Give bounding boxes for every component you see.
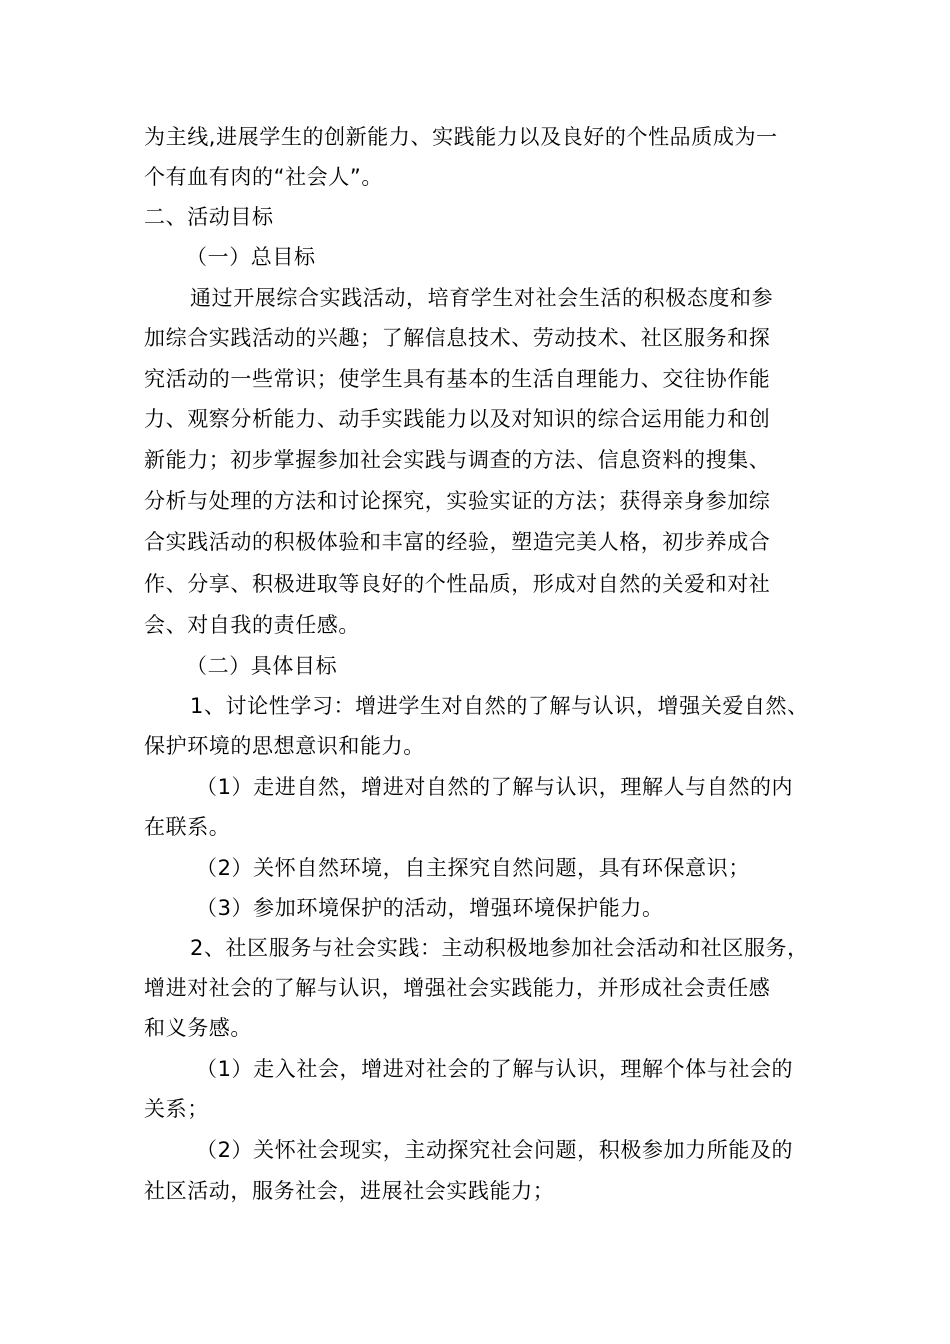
text-line: 在联系。 [144,815,231,839]
text-line: 合实践活动的积极体验和丰富的经验，塑造完美人格，初步养成合 [144,530,771,554]
text-line: 2、社区服务与社会实践：主动积极地参加社会活动和社区服务， [190,936,809,960]
text-line: 新能力；初步掌握参加社会实践与调查的方法、信息资料的搜集、 [144,448,771,472]
text-line: 究活动的一些常识；使学生具有基本的生活自理能力、交往协作能 [144,367,771,391]
text-line: 和义务感。 [144,1016,252,1040]
text-line: 加综合实践活动的兴趣；了解信息技术、劳动技术、社区服务和探 [144,326,771,350]
text-line: 通过开展综合实践活动，培育学生对社会生活的积极态度和参 [190,286,774,310]
text-line: 关系； [144,1097,209,1121]
text-line: 力、观察分析能力、动手实践能力以及对知识的综合运用能力和创 [144,407,771,431]
text-line: 作、分享、积极进取等良好的个性品质，形成对自然的关爱和对社 [144,572,771,596]
subsection-heading: （一）总目标 [186,245,316,269]
text-line: 为主线,进展学生的创新能力、实践能力以及良好的个性品质成为一 [144,125,778,149]
text-line: （2）关怀自然环境，自主探究自然问题，具有环保意识； [196,856,750,880]
text-line: 社区活动，服务社会，进展社会实践能力； [144,1179,555,1203]
text-line: 分析与处理的方法和讨论探究，实验实证的方法；获得亲身参加综 [144,489,771,513]
text-line: 1、讨论性学习：增进学生对自然的了解与认识，增强关爱自然、 [190,694,809,718]
text-line: 会、对自我的责任感。 [144,613,360,637]
text-line: 个有血有肉的“社会人”。 [144,165,383,189]
text-line: （1）走入社会，增进对社会的了解与认识，理解个体与社会的 [196,1057,794,1081]
text-line: （1）走进自然，增进对自然的了解与认识，理解人与自然的内 [196,775,794,799]
text-line: （3）参加环境保护的活动，增强环境保护能力。 [196,896,664,920]
text-line: 增进对社会的了解与认识，增强社会实践能力，并形成社会责任感 [144,976,771,1000]
text-line: 保护环境的思想意识和能力。 [144,734,425,758]
subsection-heading: （二）具体目标 [186,654,338,678]
text-line: （2）关怀社会现实，主动探究社会问题，积极参加力所能及的 [196,1138,794,1162]
section-heading: 二、活动目标 [144,205,274,229]
